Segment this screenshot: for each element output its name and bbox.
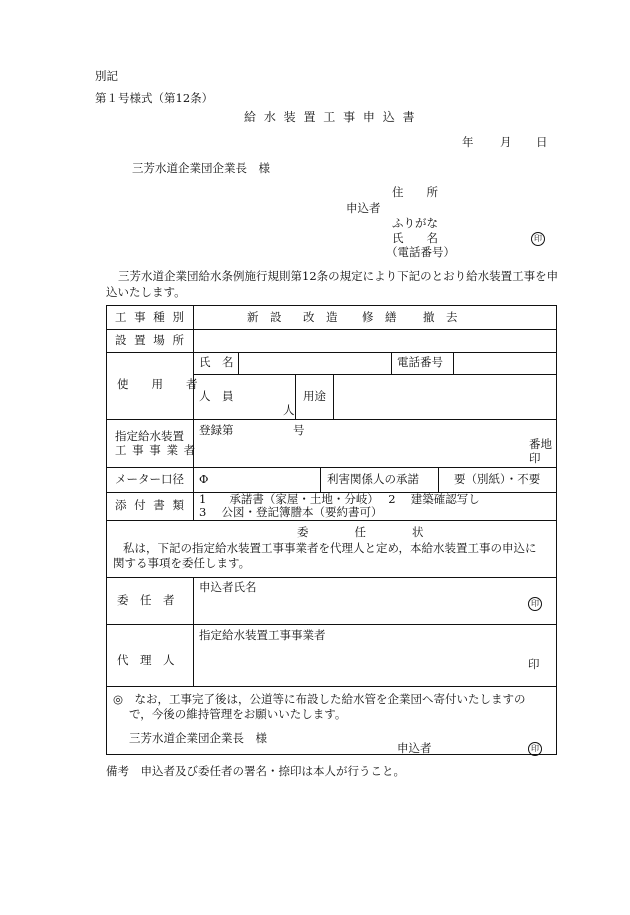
applicant-seal-icon: 印: [531, 231, 545, 246]
contractor-seal: 印: [529, 451, 541, 465]
attachments-line-2: 3 公図・登記簿謄本（要約書可）: [199, 505, 383, 519]
note-applicant-label: 申込者: [397, 741, 432, 755]
attachments-line-1: 1 承諾書（家屋・土地・分岐） 2 建築確認写し: [199, 492, 480, 506]
contractor-label-line-1: 指定給水装置: [115, 429, 184, 443]
agent-label: 代 理 人: [117, 653, 175, 667]
work-type-modify-option[interactable]: 改 造: [303, 310, 338, 324]
user-phone-label: 電話番号: [397, 355, 443, 369]
delegation-line-1: 私は，下記の指定給水装置工事事業者を代理人と定め，本給水装置工事の申込に: [123, 541, 537, 555]
banchi-label: 番地: [529, 437, 552, 451]
delegation-title: 委 任 状: [297, 525, 424, 539]
user-purpose-label: 用途: [303, 389, 326, 403]
user-phone-field[interactable]: [457, 354, 552, 372]
contractor-label-line-2: 工 事 事 業 者: [115, 443, 197, 457]
form-number: 第１号様式（第12条）: [95, 91, 214, 105]
attachments-label: 添 付 書 類: [115, 498, 186, 512]
location-label: 設 置 場 所: [115, 333, 186, 347]
location-field[interactable]: [197, 332, 552, 350]
consent-options[interactable]: 要（別紙）・不要: [454, 472, 541, 486]
user-name-field[interactable]: [242, 354, 388, 372]
user-label: 使 用 者: [117, 377, 198, 391]
attachment-label: 別記: [95, 69, 118, 83]
address-label: 住 所: [392, 185, 438, 199]
registration-suffix: 号: [293, 423, 305, 437]
date-day-label: 日: [536, 135, 548, 149]
date-month-label: 月: [500, 135, 512, 149]
user-people-unit: 人: [283, 403, 295, 417]
agent-field-label: 指定給水装置工事事業者: [199, 628, 326, 642]
application-form-table: [106, 305, 557, 755]
note-line-2: で，今後の維持管理をお願いいたします。: [129, 707, 347, 721]
agent-seal: 印: [528, 657, 540, 671]
user-name-label: 氏 名: [199, 355, 234, 369]
furigana-label: ふりがな: [392, 216, 438, 230]
work-type-repair-option[interactable]: 修 繕: [362, 310, 397, 324]
delegator-field-label: 申込者氏名: [199, 580, 257, 594]
delegation-line-2: 関する事項を委任します。: [113, 556, 251, 570]
intro-line-1: 三芳水道企業団給水条例施行規則第12条の規定により下記のとおり給水装置工事を申: [118, 269, 559, 283]
phone-label: （電話番号）: [386, 245, 455, 259]
work-type-label: 工 事 種 別: [115, 310, 186, 324]
work-type-remove-option[interactable]: 撤 去: [423, 310, 458, 324]
meter-label: メーター口径: [115, 472, 184, 486]
work-type-new-option[interactable]: 新 設: [247, 310, 282, 324]
meter-diameter-symbol: Φ: [199, 472, 209, 486]
delegator-label: 委 任 者: [117, 593, 175, 607]
remark: 備考 申込者及び委任者の署名・捺印は本人が行うこと。: [106, 764, 405, 778]
note-seal-icon: 印: [528, 741, 542, 756]
name-label: 氏 名: [392, 231, 438, 245]
date-year-label: 年: [462, 135, 474, 149]
registration-label: 登録第: [199, 423, 234, 437]
delegator-seal-icon: 印: [528, 596, 542, 611]
note-line-1: ◎ なお，工事完了後は，公道等に布設した給水管を企業団へ寄付いたしますの: [113, 692, 526, 706]
consent-label: 利害関係人の承諾: [327, 472, 419, 486]
addressee: 三芳水道企業団企業長 様: [132, 161, 270, 175]
intro-line-2: 込いたします。: [106, 285, 186, 299]
applicant-label: 申込者: [346, 201, 381, 215]
user-people-label: 人 員: [199, 389, 234, 403]
page-title: 給 水 装 置 工 事 申 込 書: [244, 110, 417, 124]
note-addressee: 三芳水道企業団企業長 様: [129, 731, 267, 745]
